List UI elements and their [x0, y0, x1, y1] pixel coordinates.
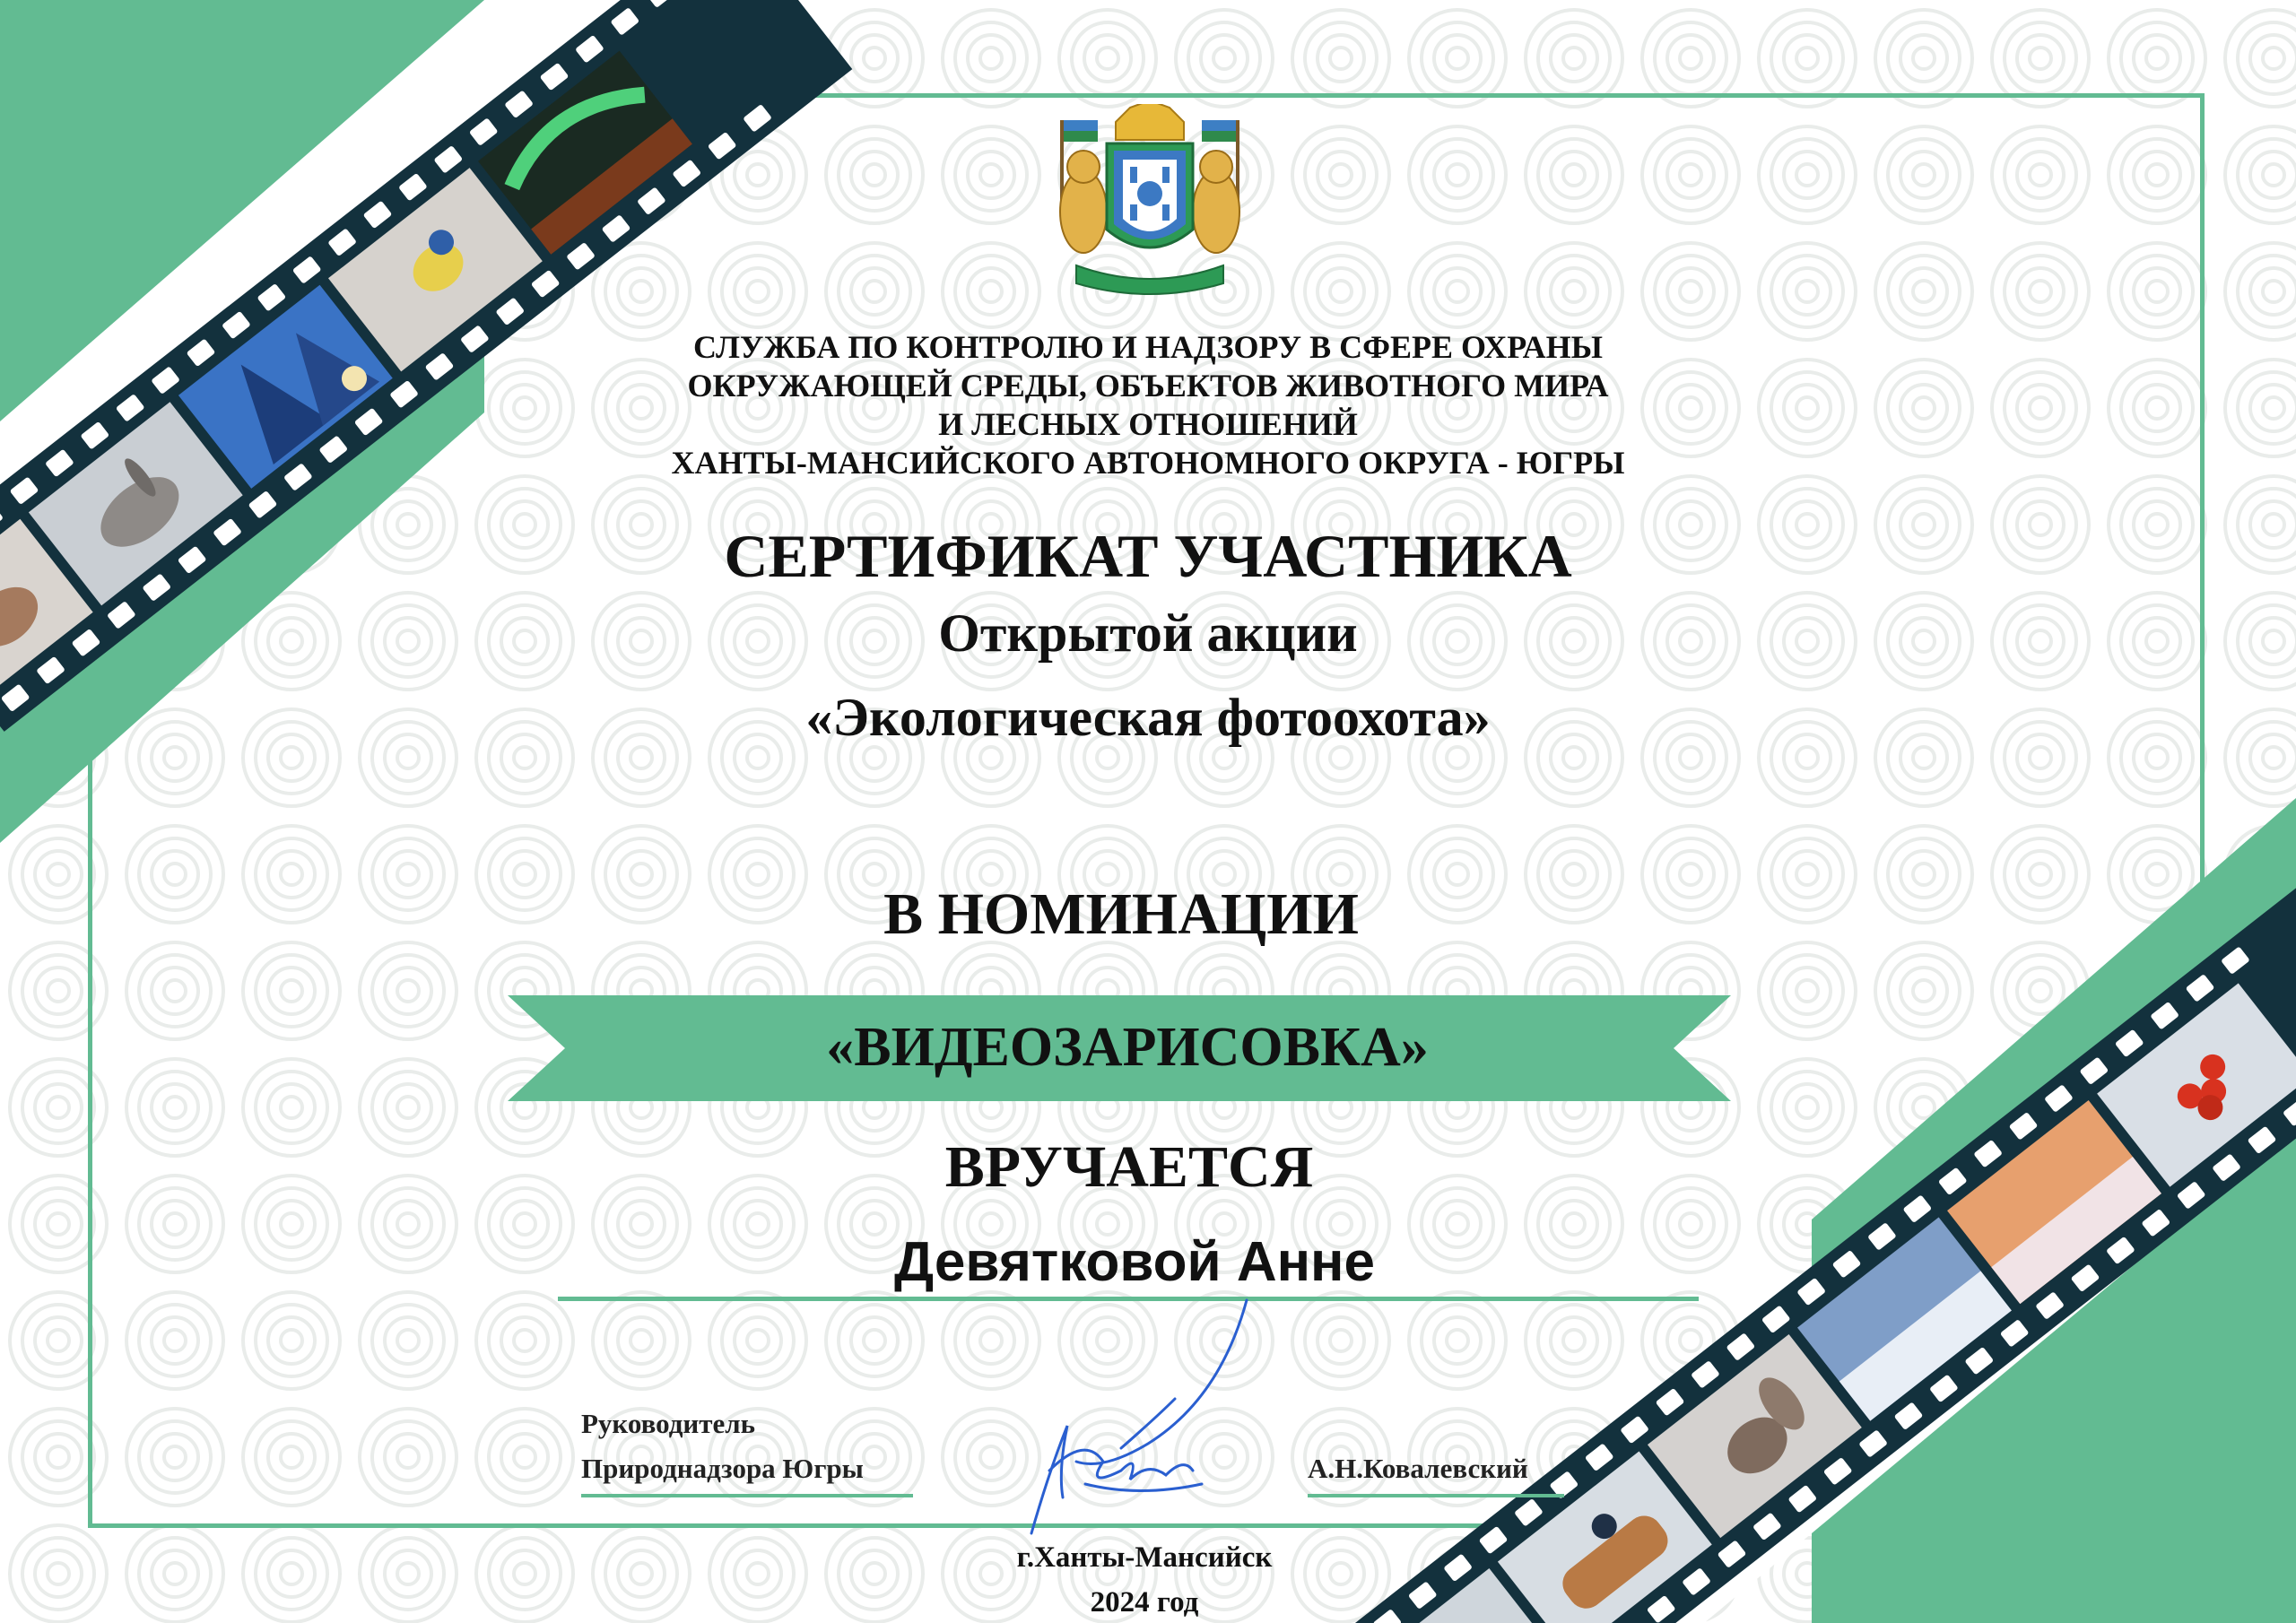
event-name-line-2: «Экологическая фотоохота»	[805, 688, 1491, 747]
event-name-line-1: Открытой акции	[938, 603, 1358, 663]
signatory-title-line-2: Природнадзора Югры	[581, 1453, 864, 1484]
issue-year: 2024 год	[1090, 1586, 1199, 1619]
coat-of-arms-icon	[1040, 104, 1259, 301]
handwritten-signature	[996, 1291, 1265, 1542]
signatory-title-line-1: Руководитель	[581, 1408, 756, 1439]
nomination-label: В НОМИНАЦИИ	[883, 881, 1359, 947]
agency-name	[0, 328, 2296, 482]
nomination-value: «ВИДЕОЗАРИСОВКА»	[826, 1017, 1429, 1078]
agency-line-2: ОКРУЖАЮЩЕЙ СРЕДЫ, ОБЪЕКТОВ ЖИВОТНОГО МИРА	[687, 368, 1609, 404]
signatory-name-underline	[1308, 1494, 1564, 1497]
certificate-title: СЕРТИФИКАТ УЧАСТНИКА	[724, 522, 1572, 590]
agency-line-1: СЛУЖБА ПО КОНТРОЛЮ И НАДЗОРУ В СФЕРЕ ОХРАНЫ	[693, 329, 1603, 365]
signatory-name: А.Н.Ковалевский	[1308, 1453, 1528, 1484]
issue-city: г.Ханты-Мансийск	[1016, 1541, 1273, 1574]
agency-line-3: И ЛЕСНЫХ ОТНОШЕНИЙ	[938, 406, 1358, 442]
recipient-name: Девятковой Анне	[894, 1231, 1375, 1293]
signatory-title-underline	[581, 1494, 913, 1497]
awarded-label: ВРУЧАЕТСЯ	[944, 1134, 1314, 1200]
agency-line-4: ХАНТЫ-МАНСИЙСКОГО АВТОНОМНОГО ОКРУГА - ЮГРЫ	[671, 445, 1625, 481]
